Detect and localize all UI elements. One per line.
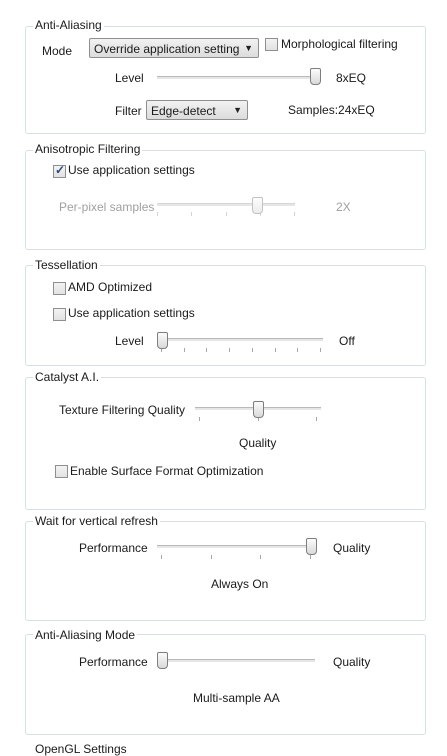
amd-optimized-checkbox[interactable]: [53, 282, 66, 295]
filter-dropdown[interactable]: [146, 100, 248, 120]
slider-tick: [260, 555, 261, 559]
per-pixel-slider-thumb[interactable]: [252, 197, 263, 214]
slider-tick: [297, 348, 298, 352]
slider-tick: [161, 555, 162, 559]
aniso-use-app-checkbox[interactable]: [53, 165, 66, 178]
texture-slider-thumb[interactable]: [253, 401, 264, 418]
texture-filtering-label: Texture Filtering Quality: [59, 403, 186, 417]
slider-tick: [316, 417, 317, 421]
surface-format-label: Enable Surface Format Optimization: [70, 464, 264, 478]
aa-mode-title: Anti-Aliasing Mode: [35, 628, 136, 642]
vsync-value: Always On: [211, 577, 269, 591]
slider-tick: [310, 555, 311, 559]
tess-use-app-checkbox[interactable]: [53, 308, 66, 321]
aa-mode-quality-label: Quality: [333, 655, 371, 669]
morphological-filtering-checkbox[interactable]: [265, 38, 278, 51]
check-icon: ✓: [55, 163, 66, 177]
aa-mode-slider-thumb[interactable]: [157, 652, 168, 669]
opengl-settings-title: OpenGL Settings: [35, 742, 127, 756]
tess-level-slider-ticks: [161, 348, 321, 352]
vsync-group: [25, 521, 426, 621]
aniso-use-app-label: Use application settings: [68, 163, 195, 177]
aa-mode-performance-label: Performance: [79, 655, 148, 669]
anti-aliasing-title: Anti-Aliasing: [35, 18, 102, 32]
chevron-down-icon: ▼: [233, 105, 242, 115]
slider-tick: [252, 348, 253, 352]
slider-tick: [320, 348, 321, 352]
filter-dropdown-value: Edge-detect: [151, 104, 216, 118]
slider-tick: [157, 212, 158, 216]
morphological-filtering-label: Morphological filtering: [281, 37, 398, 51]
tessellation-title: Tessellation: [35, 258, 98, 272]
aa-mode-slider-track[interactable]: [157, 659, 315, 663]
amd-optimized-label: AMD Optimized: [68, 280, 153, 294]
vsync-performance-label: Performance: [79, 541, 148, 555]
catalyst-ai-group: [25, 377, 426, 510]
mode-dropdown-value: Override application setting: [94, 42, 240, 56]
slider-tick: [226, 212, 227, 216]
level-value: 8xEQ: [336, 71, 367, 85]
texture-filtering-value: Quality: [239, 436, 277, 450]
slider-tick: [211, 555, 212, 559]
tess-level-value: Off: [339, 334, 355, 348]
tess-level-label: Level: [115, 334, 144, 348]
filter-label: Filter: [115, 104, 142, 118]
mode-label: Mode: [42, 44, 73, 58]
vsync-slider-ticks: [161, 555, 311, 559]
chevron-down-icon: ▼: [244, 43, 253, 53]
slider-tick: [275, 348, 276, 352]
aa-mode-value: Multi-sample AA: [193, 691, 280, 705]
vsync-title: Wait for vertical refresh: [35, 514, 158, 528]
slider-tick: [184, 348, 185, 352]
slider-tick: [191, 212, 192, 216]
tess-use-app-label: Use application settings: [68, 306, 195, 320]
slider-tick: [199, 417, 200, 421]
level-label: Level: [115, 71, 144, 85]
slider-tick: [294, 212, 295, 216]
anisotropic-title: Anisotropic Filtering: [35, 142, 141, 156]
tess-level-slider-thumb[interactable]: [157, 332, 168, 349]
slider-tick: [206, 348, 207, 352]
samples-text: Samples:24xEQ: [288, 103, 375, 117]
surface-format-checkbox[interactable]: [55, 465, 68, 478]
per-pixel-slider-track[interactable]: [157, 203, 295, 207]
per-pixel-samples-label: Per-pixel samples: [59, 200, 155, 214]
vsync-slider-track[interactable]: [157, 545, 317, 549]
mode-dropdown[interactable]: [89, 38, 259, 58]
slider-tick: [229, 348, 230, 352]
vsync-quality-label: Quality: [333, 541, 371, 555]
aa-mode-group: [25, 634, 426, 735]
tess-level-slider-track[interactable]: [157, 338, 323, 342]
level-slider-thumb[interactable]: [310, 68, 321, 85]
vsync-slider-thumb[interactable]: [306, 538, 317, 555]
per-pixel-samples-value: 2X: [336, 200, 351, 214]
per-pixel-slider-ticks: [157, 212, 295, 216]
level-slider-track[interactable]: [157, 76, 321, 80]
catalyst-ai-title: Catalyst A.I.: [35, 370, 100, 384]
